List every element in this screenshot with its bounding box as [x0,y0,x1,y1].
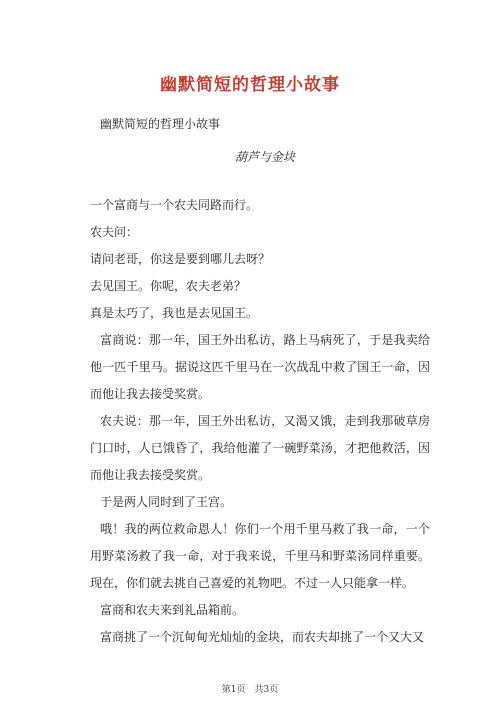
paragraph: 农夫说：那一年，国王外出私访，又渴又饿，走到我那破草房门口时，人已饿昏了，我给他灌了一碗野菜汤，才把他救活，因而他让我去接受奖赏。 [90,414,430,482]
paragraph: 请问老哥，你这是要到哪儿去呀？ [90,252,271,266]
paragraph: 去见国王。你呢，农夫老弟？ [90,279,247,293]
paragraph: 一个富商与一个农夫同路而行。 [90,198,259,212]
story-title: 葫芦与金块 [234,150,295,164]
paragraph: 哦！我的两位救命恩人！你们一个用千里马救了我一命，一个用野菜汤救了我一命，对于我来说，千里马和野菜汤同样重要。现在，你们就去挑自己喜爱的礼物吧。不过一人只能拿一样。 [90,522,430,590]
document-title: 幽默简短的哲理小故事 [160,75,340,95]
paragraph: 于是两人同时到了王宫。 [100,495,233,509]
paragraph: 富商说：那一年，国王外出私访，路上马病死了，于是我卖给他一匹千里马。据说这匹千里马在一次战乱中救了国王一命，因而他让我去接受奖赏。 [90,333,430,401]
page-number: 第1页 共3页 [221,685,279,695]
paragraph: 真是太巧了，我也是去见国王。 [90,306,259,320]
paragraph: 农夫问： [90,225,139,239]
paragraph: 富商挑了一个沉甸甸光灿灿的金块，而农夫却挑了一个又大又 [100,630,425,644]
story-body [90,192,430,651]
paragraph: 富商和农夫来到礼品箱前。 [100,603,245,617]
document-subtitle: 幽默简短的哲理小故事 [100,117,221,131]
